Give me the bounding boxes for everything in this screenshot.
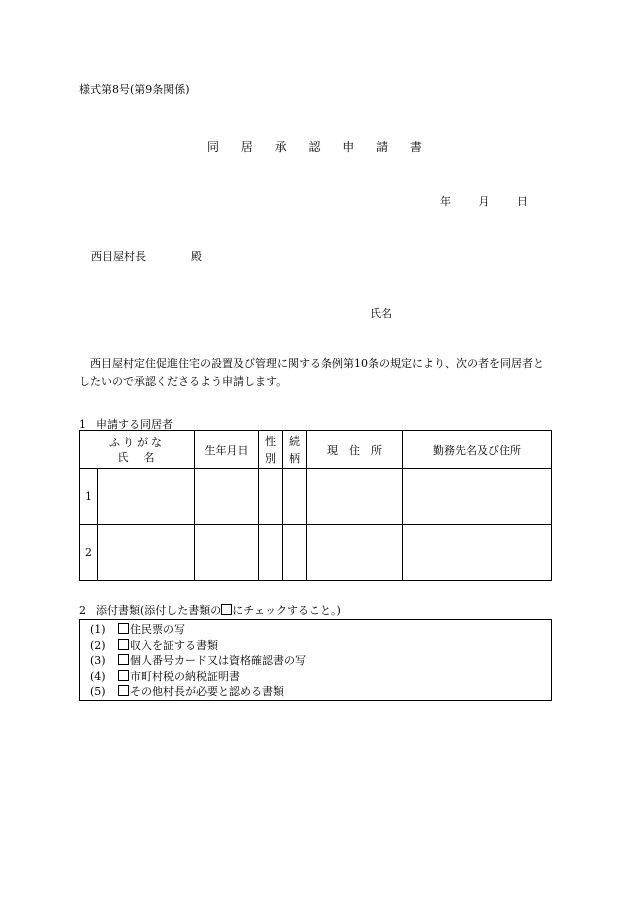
workplace-cell[interactable] — [403, 525, 552, 581]
furigana-header: ふりがな — [109, 435, 165, 449]
item-label: 個人番号カード又は資格確認書の写 — [130, 654, 306, 667]
date-year-label: 年 — [440, 195, 451, 208]
address-header: 現 住 所 — [307, 431, 403, 469]
item-label: その他村長が必要と認める書類 — [130, 685, 284, 698]
applicant-name-label: 氏名 — [370, 307, 392, 320]
birthdate-cell[interactable] — [195, 525, 259, 581]
workplace-cell[interactable] — [403, 469, 552, 525]
birthdate-header: 生年月日 — [195, 431, 259, 469]
addressee-honorific: 殿 — [191, 250, 202, 263]
workplace-header: 勤務先名及び住所 — [403, 431, 552, 469]
table-row — [80, 525, 552, 581]
attachments-list — [79, 619, 552, 701]
section2-number: 2 — [79, 604, 86, 617]
relationship-cell[interactable] — [283, 469, 307, 525]
checkbox[interactable] — [118, 654, 129, 665]
table-header-row — [80, 431, 552, 469]
item-number: (1) — [90, 623, 106, 636]
item-label: 収入を証する書類 — [130, 638, 218, 652]
relationship-header-text: 続柄 — [289, 434, 300, 465]
cohabitant-table — [79, 430, 552, 581]
application-statement: 西目屋村定住促進住宅の設置及び管理に関する条例第10条の規定により、次の者を同居者としたいので承認くださるよう申請します。 — [79, 357, 544, 388]
item-label: 市町村税の納税証明書 — [130, 669, 240, 683]
checkbox[interactable] — [118, 639, 129, 650]
item-number: (3) — [90, 654, 106, 667]
list-item — [90, 669, 551, 685]
sex-cell[interactable] — [259, 525, 283, 581]
list-item — [90, 684, 551, 700]
addressee-name: 西目屋村長 — [91, 250, 146, 263]
table-row — [80, 469, 552, 525]
checkbox[interactable] — [118, 670, 129, 681]
form-number: 様式第8号(第9条関係) — [79, 83, 190, 96]
document-title: 同 居 承 認 申 請 書 — [207, 140, 431, 154]
sex-header-text: 性別 — [265, 434, 276, 465]
section1-title: 申請する同居者 — [96, 418, 173, 431]
item-number: (4) — [90, 669, 106, 683]
checkbox[interactable] — [118, 685, 129, 696]
item-label: 住民票の写 — [130, 623, 185, 636]
name-cell[interactable] — [98, 525, 195, 581]
relationship-cell[interactable] — [283, 525, 307, 581]
furigana-name-header — [80, 431, 195, 469]
list-item — [90, 638, 551, 654]
address-cell[interactable] — [307, 469, 403, 525]
sex-header — [259, 431, 283, 469]
name-cell[interactable] — [98, 469, 195, 525]
row-number: 2 — [80, 525, 98, 581]
section2-title-after-box: にチェックすること。) — [232, 604, 341, 617]
list-item — [90, 653, 551, 669]
checkbox-icon — [221, 604, 232, 615]
section1-number: 1 — [79, 418, 86, 431]
address-cell[interactable] — [307, 525, 403, 581]
birthdate-cell[interactable] — [195, 469, 259, 525]
date-day-label: 日 — [517, 195, 528, 208]
item-number: (2) — [90, 638, 106, 652]
checkbox[interactable] — [118, 623, 129, 634]
date-line — [440, 193, 528, 209]
addressee — [91, 248, 202, 264]
name-header: 氏 名 — [117, 450, 157, 464]
row-number: 1 — [80, 469, 98, 525]
section2-heading — [79, 602, 341, 618]
sex-cell[interactable] — [259, 469, 283, 525]
item-number: (5) — [90, 685, 106, 698]
date-month-label: 月 — [478, 195, 490, 208]
section2-title-before-box: 添付書類(添付した書類の — [96, 604, 222, 617]
relationship-header — [283, 431, 307, 469]
list-item — [90, 622, 551, 638]
